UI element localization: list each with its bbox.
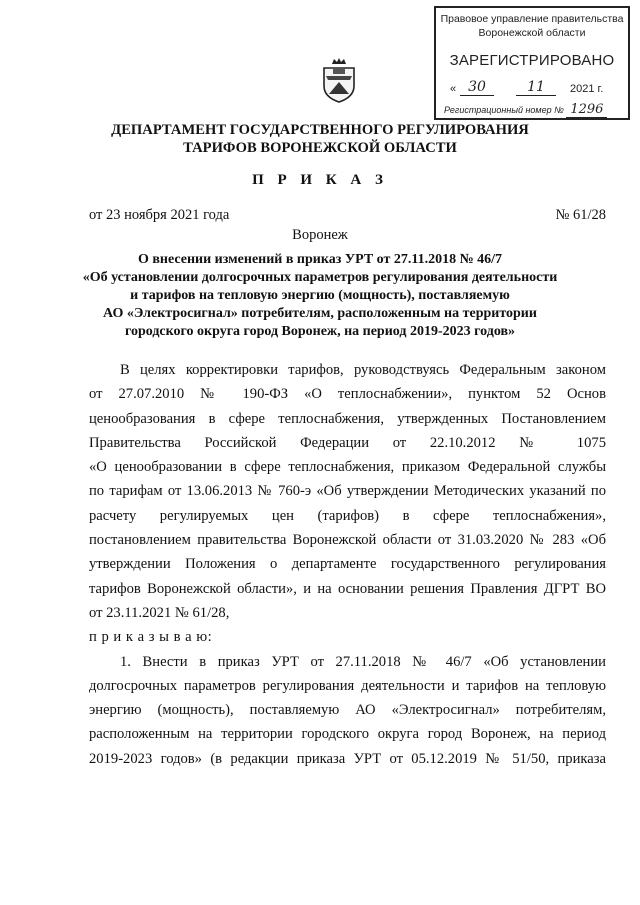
city: Воронеж — [292, 227, 348, 243]
subject-line: АО «Электросигнал» потребителям, расположенным на территории — [103, 306, 537, 321]
order-number: № 61/28 — [555, 207, 606, 223]
body-line: постановлением правительства Воронежской области от 31.03.2020 № 283 «Об — [89, 532, 606, 549]
item-line: расположенным на территории городского округа город Воронеж, на период — [89, 726, 606, 743]
stamp-month: 11 — [516, 79, 556, 96]
doc-type: П Р И К А З — [252, 172, 388, 188]
stamp-number-label: Регистрационный номер № — [444, 105, 564, 115]
item-line: 1. Внести в приказ УРТ от 27.11.2018 № 46/7 «Об установлении — [120, 653, 606, 670]
body-line: Правительства Российской Федерации от 22.10.2012 № 1075 — [89, 434, 606, 451]
item-line: долгосрочных параметров регулирования деятельности и тарифов на тепловую — [89, 677, 606, 694]
subject-line: городского округа город Воронеж, на период 2019-2023 годов» — [124, 324, 516, 339]
department-title-line2: ТАРИФОВ ВОРОНЕЖСКОЙ ОБЛАСТИ — [183, 140, 457, 156]
stamp-authority: Правовое управление правительства — [440, 13, 624, 25]
subject-line: и тарифов на тепловую энергию (мощность), поставляемую — [130, 288, 510, 303]
body-line: «О ценообразовании в сфере теплоснабжения, приказом Федеральной службы — [89, 459, 606, 476]
department-title-line1: ДЕПАРТАМЕНТ ГОСУДАРСТВЕННОГО РЕГУЛИРОВАНИЯ — [111, 122, 529, 138]
subject-line: О внесении изменений в приказ УРТ от 27.11.2018 № 46/7 — [137, 252, 503, 267]
body-line: по тарифам от 13.06.2013 № 760-э «Об утверждении Методических указаний по — [89, 483, 606, 500]
order-date: от 23 ноября 2021 года — [89, 207, 230, 223]
stamp-day: 30 — [460, 79, 494, 96]
body-line: от 23.11.2021 № 61/28, — [89, 604, 230, 621]
registration-stamp — [434, 6, 630, 120]
body-line: В целях корректировки тарифов, руководствуясь Федеральным законом — [120, 362, 606, 378]
subject-line: «Об установлении долгосрочных параметров регулирования деятельности — [82, 270, 558, 285]
order-word: п р и к а з ы в а ю: — [89, 629, 213, 646]
coat-of-arms-icon — [320, 56, 358, 104]
body-line: ценообразования в сфере теплоснабжения, утвержденных Постановлением — [89, 410, 606, 427]
stamp-registered: ЗАРЕГИСТРИРОВАНО — [449, 52, 615, 69]
stamp-quote: « — [450, 83, 457, 95]
body-line: тарифов Воронежской области», и на основании решения Правления ДГРТ ВО — [89, 580, 606, 597]
stamp-year: 2021 г. — [570, 83, 604, 95]
item-line: 2019-2023 годов» (в редакции приказа УРТ от 05.12.2019 № 51/50, приказа — [89, 750, 606, 767]
item-line: энергию (мощность), поставляемую АО «Электросигнал» потребителям, — [89, 702, 606, 719]
body-line: утверждении Положения о департаменте государственного регулирования — [89, 556, 606, 573]
stamp-number-value: 1296 — [566, 102, 607, 118]
body-line: от 27.07.2010 № 190-ФЗ «О теплоснабжении», пунктом 52 Основ — [89, 386, 606, 403]
stamp-region: Воронежской области — [478, 27, 586, 39]
stamp-reg-number — [444, 102, 607, 117]
body-line: расчету регулируемых цен (тарифов) в сфере теплоснабжения», — [89, 507, 606, 524]
preamble-paragraph — [89, 358, 606, 771]
